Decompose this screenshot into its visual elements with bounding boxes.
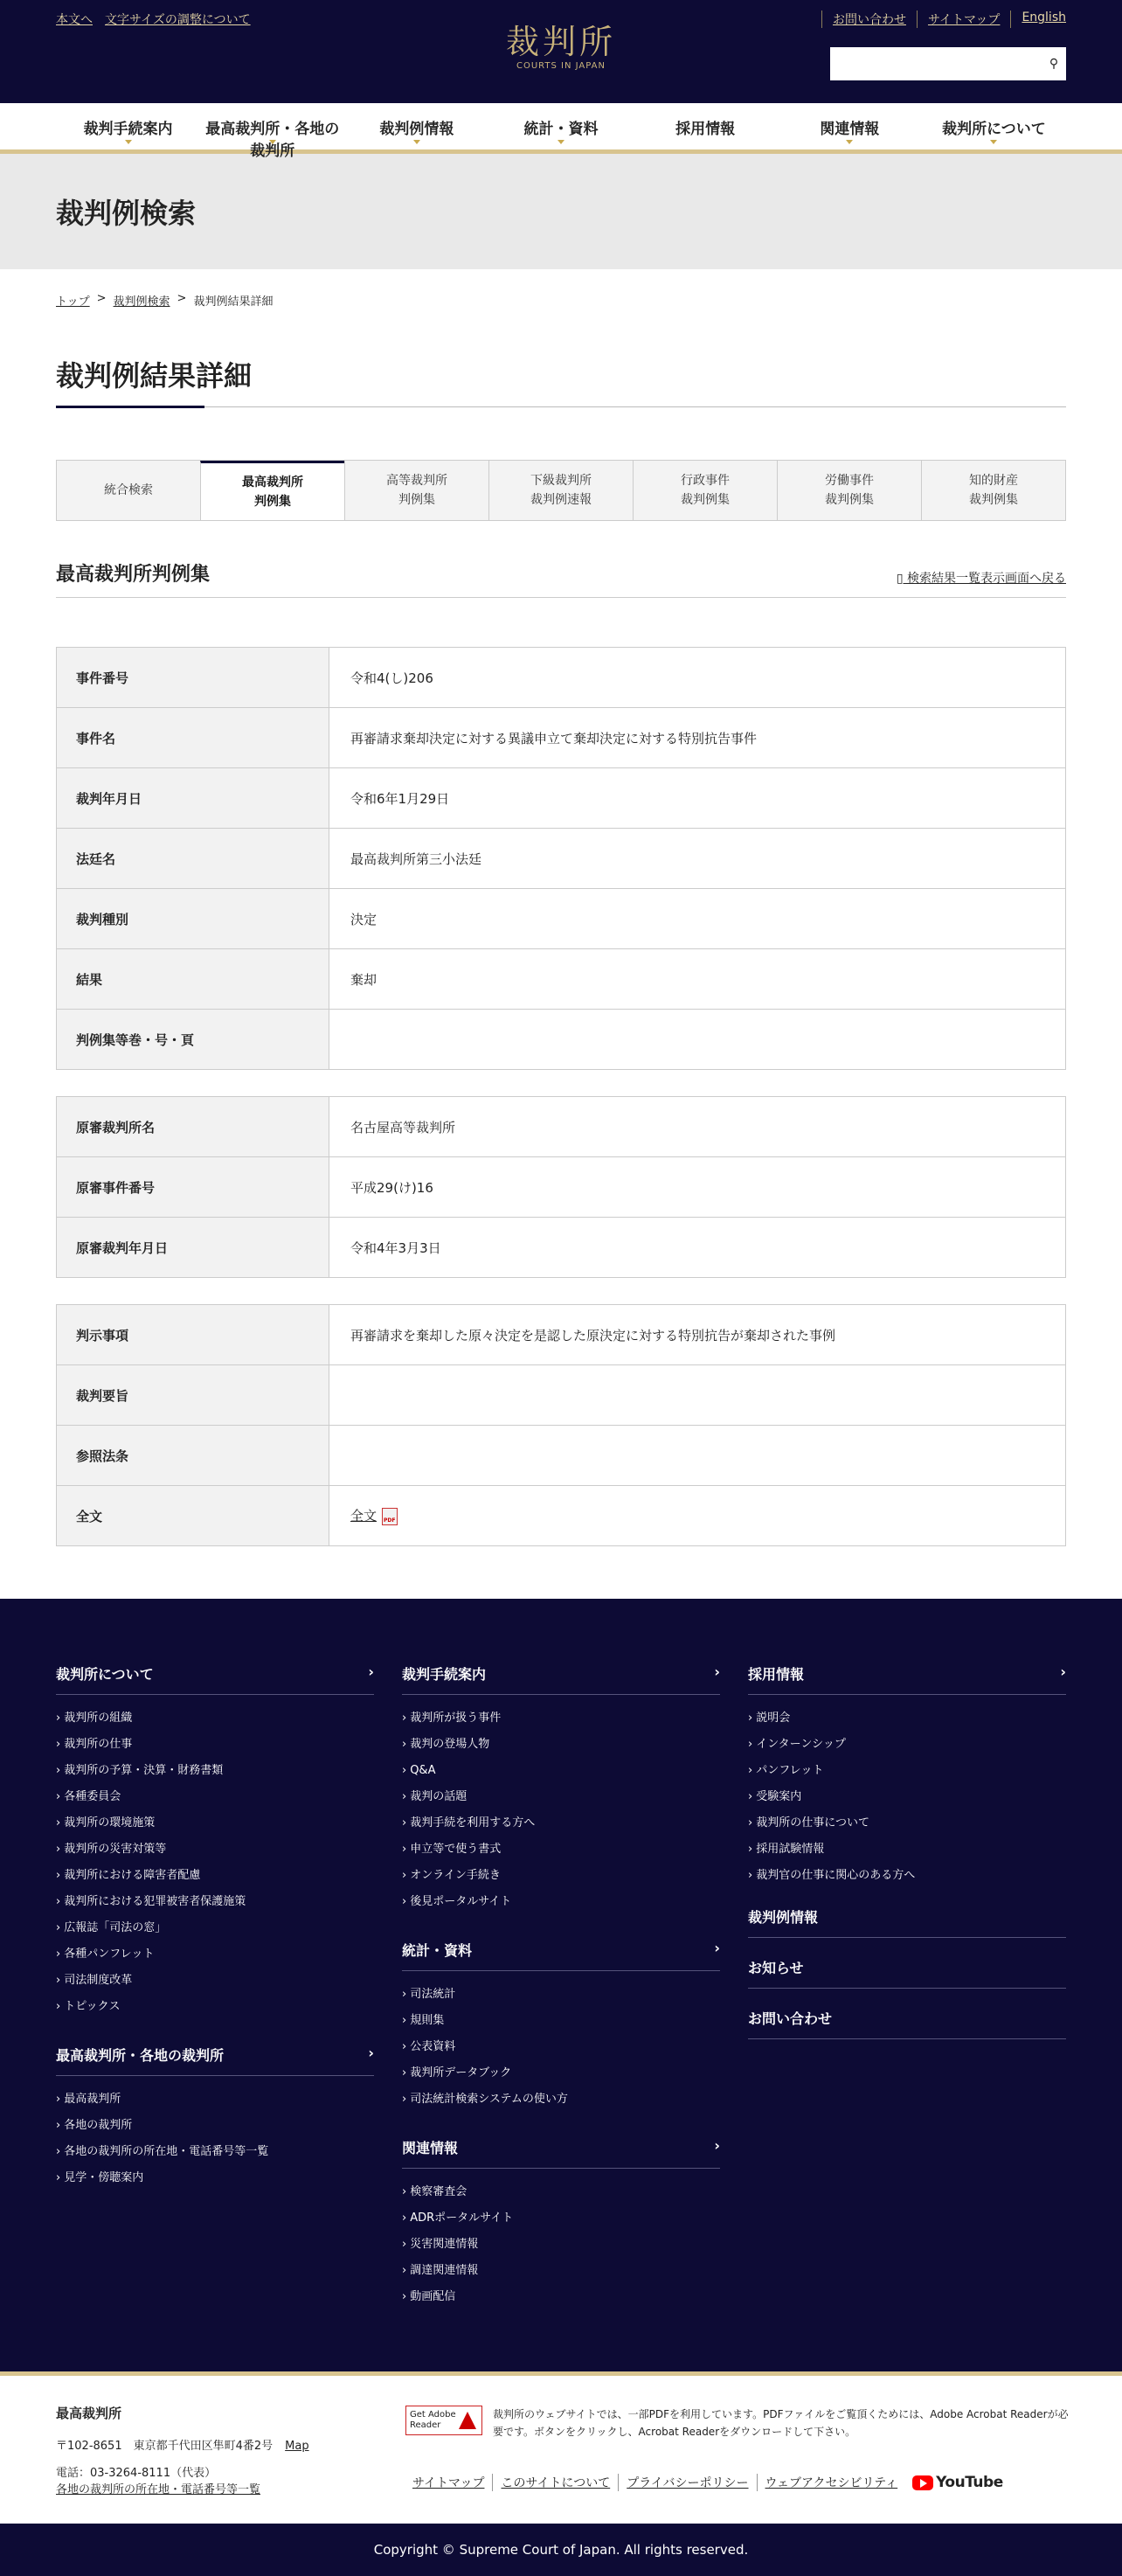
list-item[interactable]: › 各地の裁判所の所在地・電話番号等一覧 [56, 2139, 374, 2165]
footer-heading-about[interactable]: 裁判所について › [56, 1656, 374, 1695]
list-item[interactable]: › 裁判所が扱う事件 [402, 1705, 720, 1732]
english-link[interactable]: English [1010, 10, 1066, 28]
result-subtitle: 最高裁判所判例集 [56, 564, 211, 586]
list-item[interactable]: › 採用試験情報 [748, 1837, 1066, 1863]
list-item[interactable]: › 裁判所の災害対策等 [56, 1837, 374, 1863]
map-link[interactable]: Map [285, 2440, 309, 2453]
search-tabs [56, 460, 1066, 521]
footer-heading-procedures[interactable]: 裁判手続案内 › [402, 1656, 720, 1695]
list-item[interactable]: › 裁判所データブック [402, 2060, 720, 2086]
list-item[interactable]: › 裁判手続を利用する方へ [402, 1810, 720, 1837]
gnav-item-procedures[interactable]: 裁判手続案内 [56, 103, 200, 149]
footer-sitemap-link[interactable]: サイトマップ [412, 2476, 485, 2490]
footer-heading-related[interactable]: 関連情報 › [402, 2130, 720, 2169]
list-item[interactable]: › 裁判所の仕事について [748, 1810, 1066, 1837]
page-title: 裁判例検索 [56, 197, 197, 230]
list-item[interactable]: › 裁判所における犯罪被害者保護施策 [56, 1889, 374, 1915]
footer-privacy-link[interactable]: プライバシーポリシー [618, 2474, 756, 2491]
list-item[interactable]: › 説明会 [748, 1705, 1066, 1732]
list-item[interactable]: › 調達関連情報 [402, 2258, 720, 2284]
table-row: 原審裁判所名 名古屋高等裁判所 [57, 1097, 1066, 1157]
gnav-item-courts[interactable]: 最高裁判所・各地の裁判所 [205, 121, 340, 160]
dropdown-marker-icon [269, 140, 276, 144]
adobe-reader-text: 裁判所のウェブサイトでは、一部PDFを利用しています。PDFファイルをご覧頂くためには、Adobe Acrobat Readerが必要です。ボタンをクリックし、Acrobat Readerをダウンロードして下さい。 [493, 2408, 1069, 2438]
table-row: 事件名 再審請求棄却決定に対する異議申立て棄却決定に対する特別抗告事件 [57, 708, 1066, 768]
tab-labor[interactable]: 労働事件 裁判例集 [777, 461, 921, 520]
table-row: 裁判年月日 令和6年1月29日 [57, 768, 1066, 829]
list-item[interactable]: › 後見ポータルサイト [402, 1889, 720, 1915]
global-nav [0, 103, 1122, 160]
list-item[interactable]: › 司法統計検索システムの使い方 [402, 2086, 720, 2113]
adobe-reader-badge[interactable]: Get Adobe Reader [405, 2406, 482, 2435]
list-item[interactable]: › Q&A [402, 1758, 720, 1784]
table-row: 判示事項 再審請求を棄却した原々決定を是認した原決定に対する特別抗告が棄却された事例 [57, 1305, 1066, 1365]
utility-links [56, 10, 251, 28]
table-row: 裁判種別 決定 [57, 889, 1066, 949]
font-size-link[interactable]: 文字サイズの調整について [105, 13, 251, 27]
search-icon[interactable]: ⚲ [1049, 57, 1059, 71]
original-court-table [56, 1096, 1066, 1278]
gnav-item-about[interactable]: 裁判所について [922, 103, 1066, 149]
case-info-table [56, 647, 1066, 1070]
list-item[interactable]: › 動画配信 [402, 2284, 720, 2310]
list-item[interactable]: › 裁判の話題 [402, 1784, 720, 1810]
contact-link[interactable]: お問い合わせ [821, 10, 917, 28]
chevron-right-icon: › [1060, 1663, 1066, 1680]
list-item[interactable]: › 裁判所の組織 [56, 1705, 374, 1732]
footer-heading-courts[interactable]: 最高裁判所・各地の裁判所 › [56, 2038, 374, 2076]
list-item[interactable]: › トピックス [56, 1994, 374, 2020]
gnav-item-related[interactable]: 関連情報 [778, 103, 922, 149]
search-input[interactable] [830, 47, 1042, 80]
breadcrumb-case-search[interactable]: 裁判例検索 [113, 295, 170, 309]
footer-nav [0, 1599, 1122, 2371]
table-row: 法廷名 最高裁判所第三小法廷 [57, 829, 1066, 889]
footer-column-1 [56, 1656, 374, 2328]
breadcrumb-current: 裁判例結果詳細 [193, 295, 274, 309]
list-item[interactable]: › 裁判所における障害者配慮 [56, 1863, 374, 1889]
footer-list-recruit [748, 1705, 1066, 1889]
footer-column-3 [748, 1656, 1066, 2328]
footer-info [0, 2371, 1122, 2524]
gnav-item-statistics[interactable]: 統計・資料 [488, 103, 633, 149]
list-item[interactable]: › 広報誌「司法の窓」 [56, 1915, 374, 1941]
list-item[interactable]: › 検察審査会 [402, 2179, 720, 2205]
list-item[interactable]: › 裁判所の予算・決算・財務書類 [56, 1758, 374, 1784]
site-search [830, 47, 1066, 80]
logo-kanji: 裁判所 [505, 23, 617, 61]
list-item[interactable]: › インターンシップ [748, 1732, 1066, 1758]
chevron-right-icon: › [714, 2137, 720, 2154]
site-header [0, 0, 1122, 160]
dropdown-marker-icon [125, 140, 132, 144]
table-row: 原審事件番号 平成29(け)16 [57, 1157, 1066, 1218]
list-item[interactable]: › 最高裁判所 [56, 2086, 374, 2113]
pdf-icon[interactable] [382, 1508, 398, 1525]
list-item[interactable]: › 司法制度改革 [56, 1968, 374, 1994]
table-row: 結果 棄却 [57, 949, 1066, 1010]
footer-list-procedures [402, 1705, 720, 1915]
court-list-link[interactable]: 各地の裁判所の所在地・電話番号等一覧 [56, 2483, 261, 2496]
back-to-results-link[interactable]: ▯ 検索結果一覧表示画面へ戻る [896, 572, 1066, 586]
list-item[interactable]: › 裁判所の環境施策 [56, 1810, 374, 1837]
table-row: 原審裁判年月日 令和4年3月3日 [57, 1218, 1066, 1278]
list-item[interactable]: › 裁判所の仕事 [56, 1732, 374, 1758]
list-item[interactable]: › 各種パンフレット [56, 1941, 374, 1968]
table-row: 判例集等巻・号・頁 [57, 1010, 1066, 1070]
tab-administrative[interactable]: 行政事件 裁判例集 [633, 461, 777, 520]
footer-heading-recruit[interactable]: 採用情報 › [748, 1656, 1066, 1695]
footer-heading-statistics[interactable]: 統計・資料 › [402, 1933, 720, 1971]
footer-column-2 [402, 1656, 720, 2328]
footer-link-news[interactable]: お知らせ [748, 1938, 1066, 1989]
list-item[interactable]: › パンフレット [748, 1758, 1066, 1784]
tab-intellectual-property[interactable]: 知的財産 裁判例集 [921, 461, 1065, 520]
tab-lower-court[interactable]: 下級裁判所 裁判例速報 [488, 461, 633, 520]
site-footer [0, 1599, 1122, 2576]
list-item[interactable]: › 公表資料 [402, 2034, 720, 2060]
org-phone: 電話：03-3264-8111（代表） [56, 2467, 217, 2480]
site-logo[interactable] [506, 23, 616, 71]
tab-supreme-court[interactable]: 最高裁判所 判例集 [200, 461, 344, 520]
judgment-summary-table [56, 1304, 1066, 1546]
chevron-right-icon: › [368, 1663, 374, 1680]
chevron-right-icon: › [714, 1940, 720, 1956]
org-address: 〒102-8651 東京都千代田区隼町4番2号 Map [56, 2440, 309, 2453]
list-item[interactable]: › 規則集 [402, 2008, 720, 2034]
result-header [56, 559, 1066, 598]
footer-list-statistics [402, 1982, 720, 2113]
youtube-icon [912, 2475, 933, 2490]
dropdown-marker-icon [558, 140, 564, 144]
list-item[interactable]: › 各地の裁判所 [56, 2113, 374, 2139]
footer-list-courts [56, 2086, 374, 2191]
footer-links [405, 2474, 1003, 2491]
tab-integrated-search[interactable]: 統合検索 [57, 461, 200, 520]
full-text-link[interactable]: 全文 [350, 1508, 377, 1524]
main-content [0, 354, 1122, 1546]
chevron-right-icon: › [368, 2045, 374, 2061]
logo-english: COURTS IN JAPAN [516, 61, 606, 71]
dropdown-marker-icon [990, 140, 997, 144]
sitemap-link[interactable]: サイトマップ [917, 10, 1010, 28]
org-name: 最高裁判所 [56, 2406, 122, 2421]
header-links [821, 10, 1066, 28]
gnav-item-cases[interactable]: 裁判例情報 [344, 103, 488, 149]
list-item[interactable]: › 受験案内 [748, 1784, 1066, 1810]
footer-link-contact[interactable]: お問い合わせ [748, 1989, 1066, 2039]
gnav-item-recruit[interactable]: 採用情報 [675, 121, 736, 138]
tab-high-court[interactable]: 高等裁判所 判例集 [344, 461, 488, 520]
table-row: 参照法条 [57, 1426, 1066, 1486]
list-item[interactable]: › 各種委員会 [56, 1784, 374, 1810]
footer-accessibility-link[interactable]: ウェブアクセシビリティ [757, 2474, 906, 2491]
table-row: 事件番号 令和4(し)206 [57, 648, 1066, 708]
top-bar [0, 0, 1122, 103]
dropdown-marker-icon [413, 140, 420, 144]
list-item[interactable]: › 見学・傍聴案内 [56, 2165, 374, 2191]
page-heading [0, 154, 1122, 269]
table-row: 全文 全文PDF [57, 1486, 1066, 1546]
footer-link-case-info[interactable]: 裁判例情報 [748, 1906, 1066, 1938]
adobe-reader-notice [405, 2406, 1070, 2441]
section-title: 裁判例結果詳細 [56, 354, 1066, 407]
list-item[interactable]: › 裁判官の仕事に関心のある方へ [748, 1863, 1066, 1889]
list-item[interactable]: › 司法統計 [402, 1982, 720, 2008]
list-item[interactable]: › 裁判の登場人物 [402, 1732, 720, 1758]
chevron-right-icon: › [714, 1663, 720, 1680]
list-item[interactable]: › 災害関連情報 [402, 2232, 720, 2258]
copyright: Copyright © Supreme Court of Japan. All rights reserved. [0, 2524, 1122, 2576]
breadcrumb: トップ > 裁判例検索 > 裁判例結果詳細 [56, 292, 274, 309]
list-item[interactable]: › オンライン手続き [402, 1863, 720, 1889]
footer-about-site-link[interactable]: このサイトについて [492, 2474, 618, 2491]
footer-list-about [56, 1705, 374, 2020]
breadcrumb-top[interactable]: トップ [56, 295, 90, 309]
list-item[interactable]: › ADRポータルサイト [402, 2205, 720, 2232]
table-row: 裁判要旨 [57, 1365, 1066, 1426]
youtube-link[interactable]: YouTube [912, 2474, 1003, 2491]
list-item[interactable]: › 申立等で使う書式 [402, 1837, 720, 1863]
skip-to-main-link[interactable]: 本文へ [56, 13, 93, 27]
dropdown-marker-icon [846, 140, 853, 144]
footer-list-related [402, 2179, 720, 2310]
